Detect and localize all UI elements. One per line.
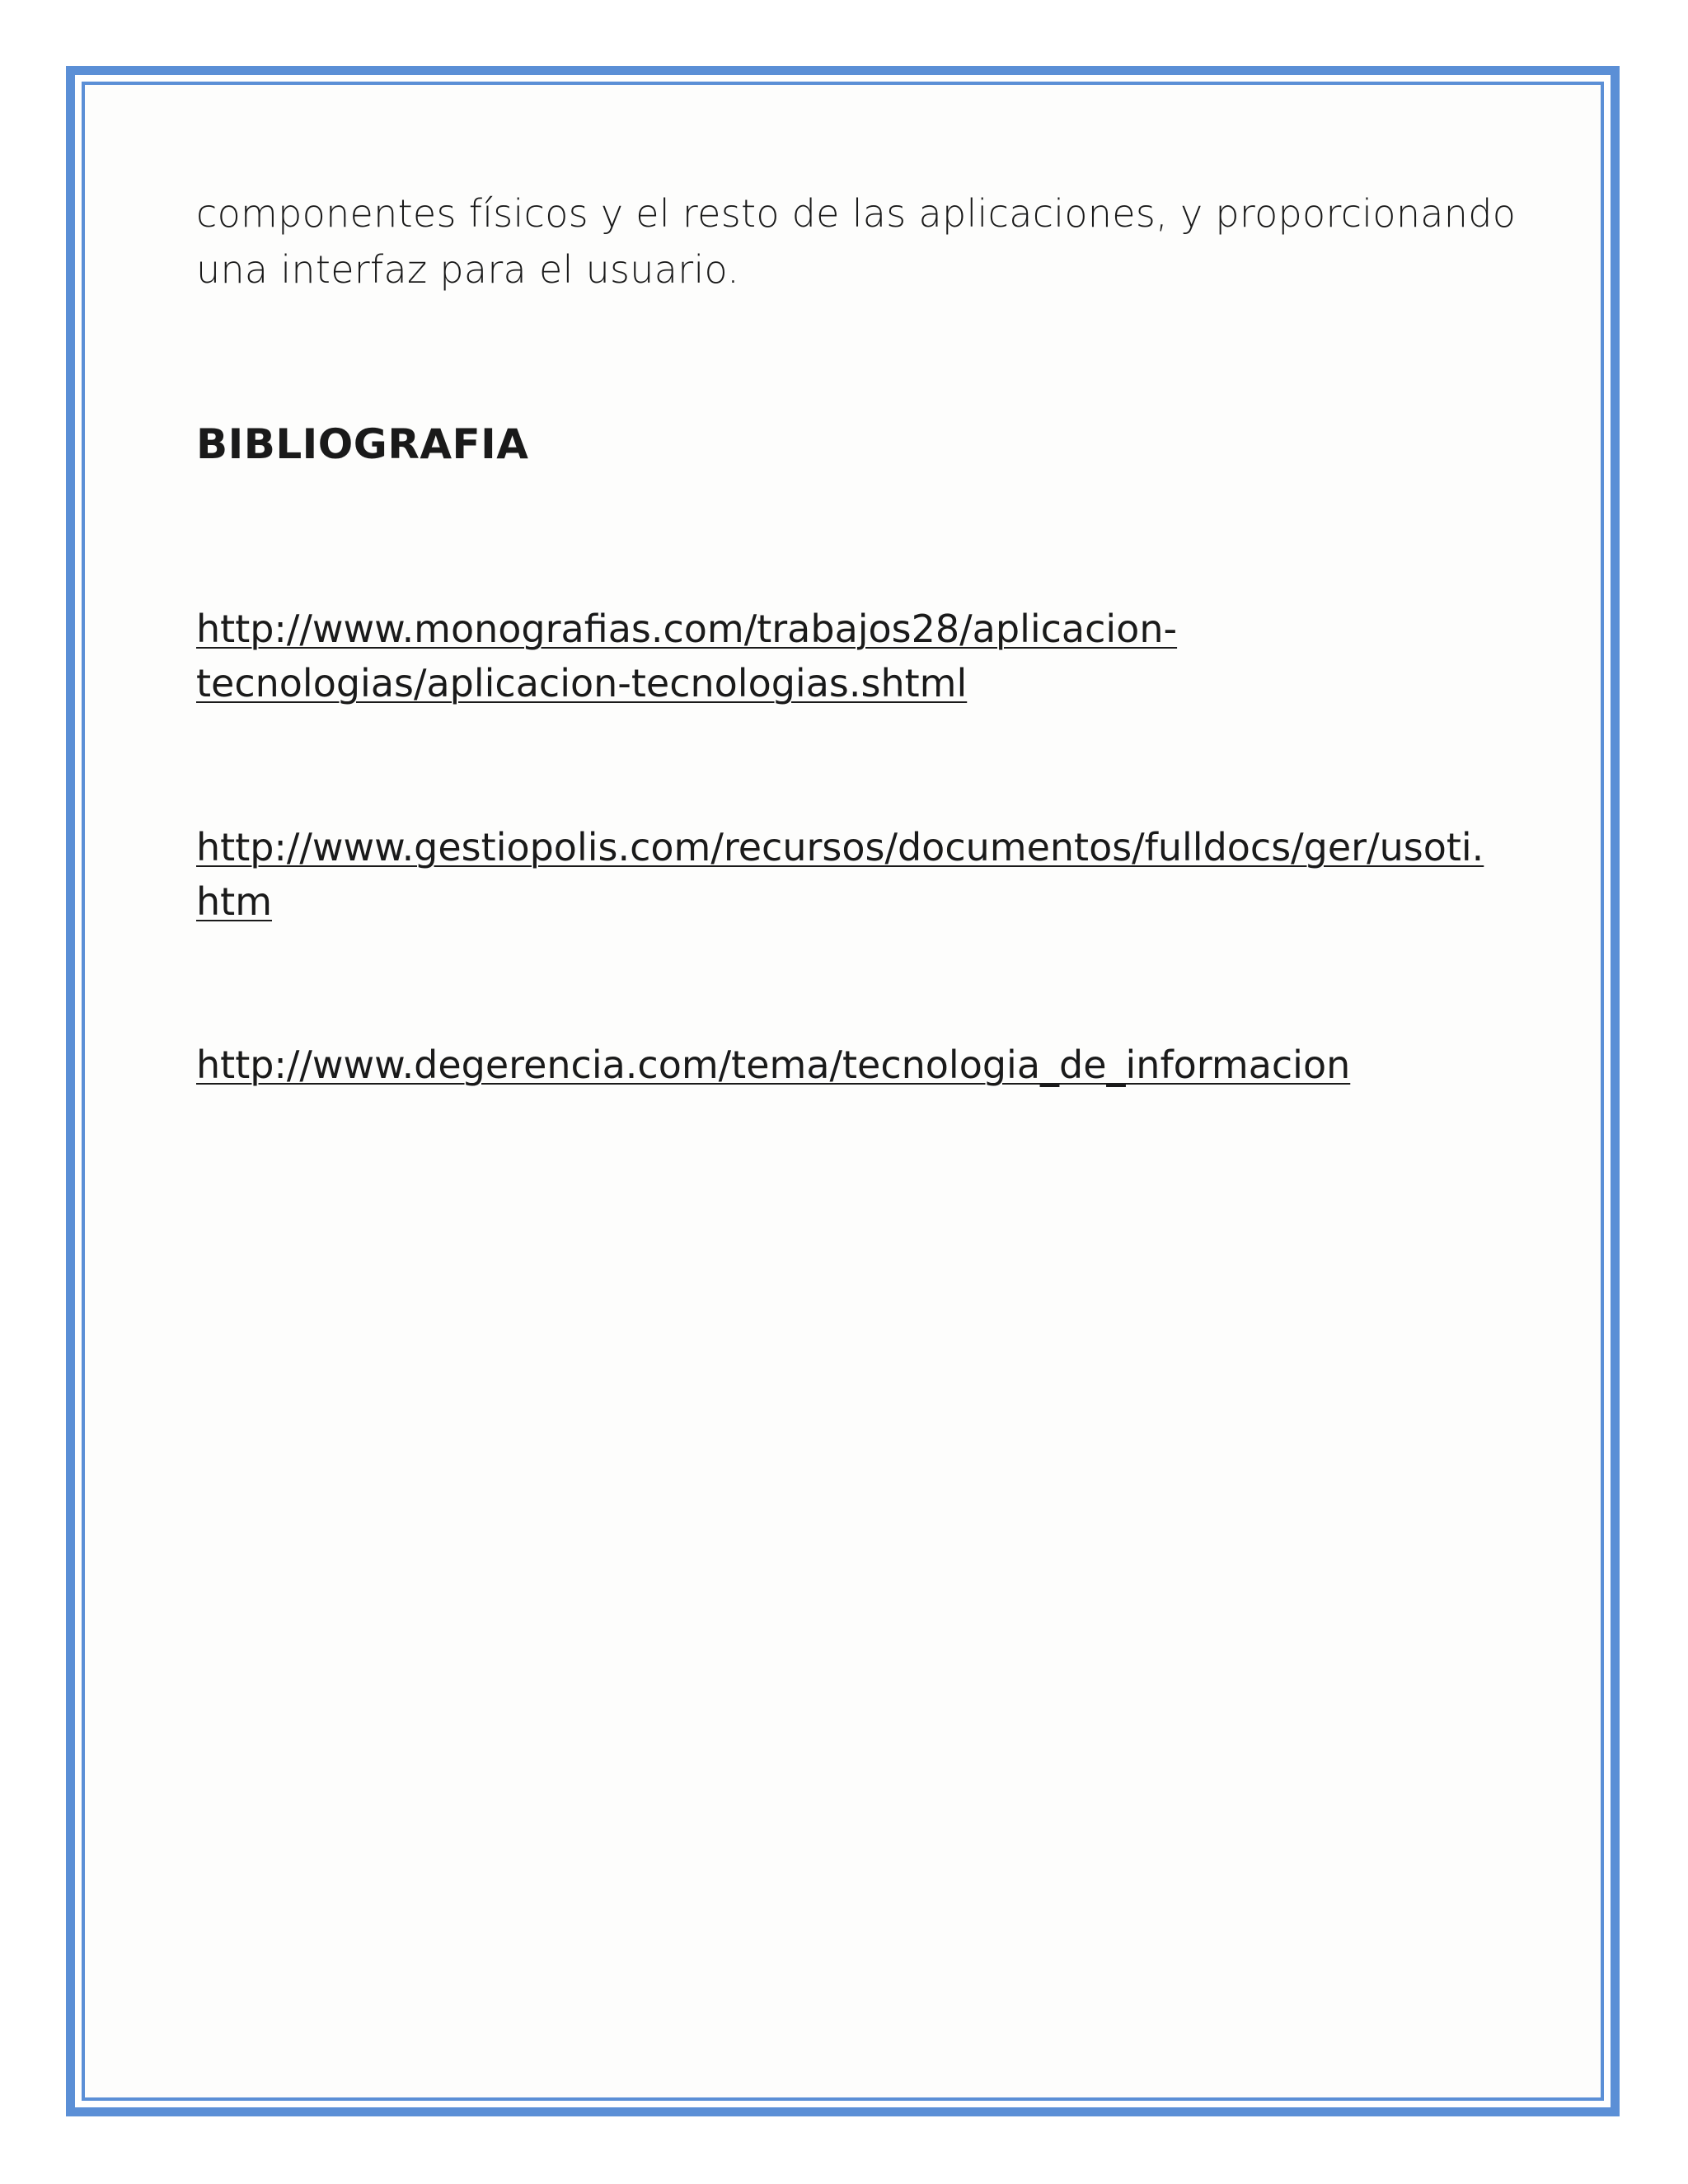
page-content	[196, 185, 1531, 1087]
bibliography-link-gestiopolis[interactable]	[196, 820, 1531, 929]
paragraph-line: una interfaz para el usuario.	[196, 247, 740, 292]
link-line: http://www.gestiopolis.com/recursos/documentos/fulldocs/ger/usoti.	[196, 825, 1484, 869]
bibliography-link-degerencia[interactable]	[196, 1038, 1531, 1092]
paragraph-line: componentes físicos y el resto de las aplicaciones, y proporcionando	[196, 191, 1517, 236]
link-line: http://www.monografias.com/trabajos28/aplicacion-	[196, 607, 1178, 651]
link-line: http://www.degerencia.com/tema/tecnologia_de_informacion	[196, 1043, 1351, 1087]
body-paragraph	[196, 185, 1531, 298]
link-line: tecnologias/aplicacion-tecnologias.shtml	[196, 661, 968, 705]
bibliography-link-monografias[interactable]	[196, 602, 1531, 710]
bibliography-heading: BIBLIOGRAFIA	[196, 420, 529, 468]
link-line: htm	[196, 879, 272, 924]
